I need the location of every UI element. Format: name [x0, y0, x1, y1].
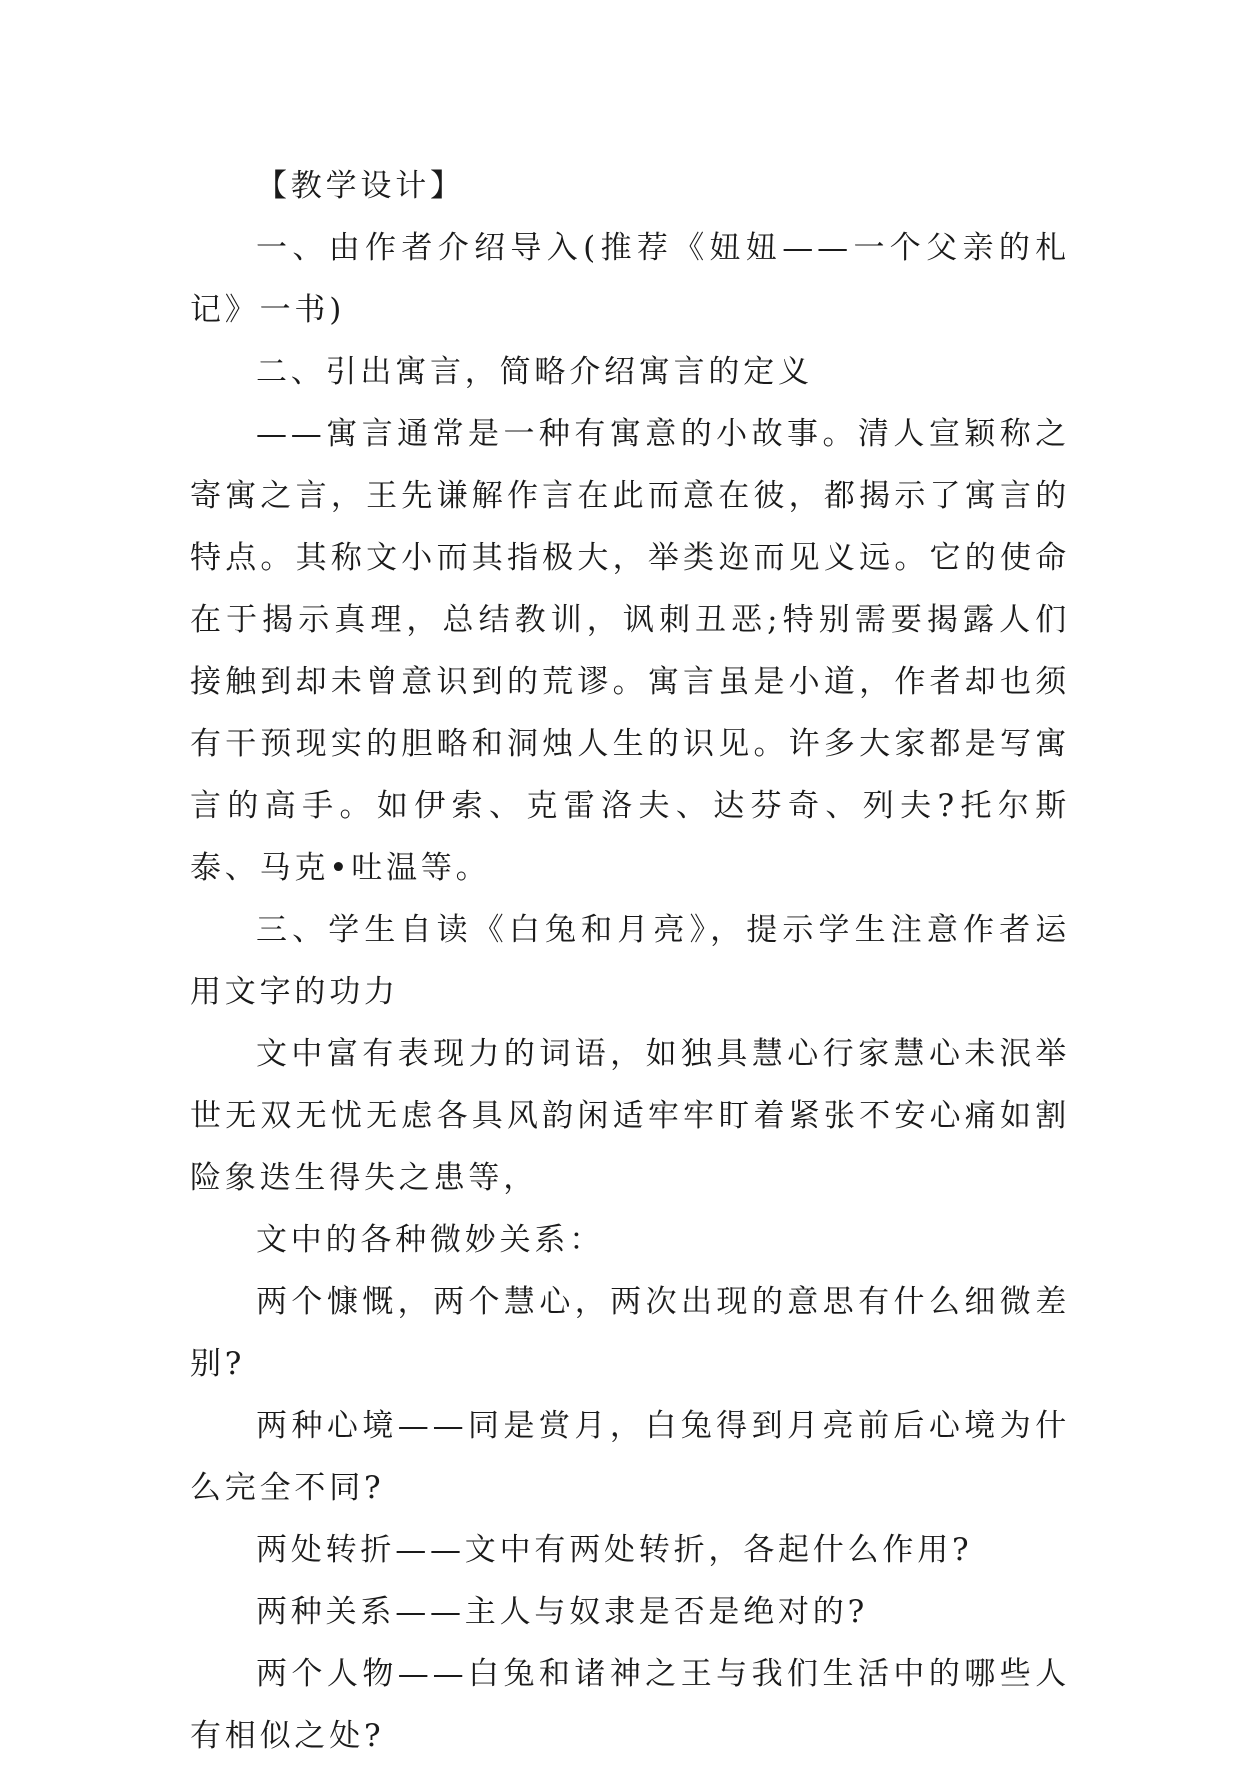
paragraph-question-turns: 两处转折——文中有两处转折，各起什么作用?: [256, 1532, 973, 1568]
paragraph-question-moods: 两种心境——同是赏月，白兔得到月亮前后心境为什么完全不同?: [190, 1408, 1070, 1506]
paragraph-fable-definition: ——寓言通常是一种有寓意的小故事。清人宣颖称之寄寓之言，王先谦解作言在此而意在彼，都揭示了寓言的特点。其称文小而其指极大，举类迩而见义远。它的使命在于揭示真理，总结教训，讽刺丑恶;特别需要揭露人们接触到却未曾意识到的荒谬。寓言虽是小道，作者却也须有干预现实的胆略和洞烛人生的识见。许多大家都是写寓言的高手。如伊索、克雷洛夫、达芬奇、列夫?托尔斯泰、马克•吐温等。: [190, 416, 1070, 886]
paragraph-intro-author: 一、由作者介绍导入(推荐《妞妞——一个父亲的札记》一书): [190, 230, 1070, 328]
paragraph-fable-definition-heading: 二、引出寓言，简略介绍寓言的定义: [256, 354, 813, 390]
paragraph-question-characters: 两个人物——白兔和诸神之王与我们生活中的哪些人有相似之处?: [190, 1656, 1070, 1754]
paragraph-relations-heading: 文中的各种微妙关系：: [256, 1222, 604, 1258]
paragraph-self-reading: 三、学生自读《白兔和月亮》，提示学生注意作者运用文字的功力: [190, 912, 1070, 1010]
paragraph-question-generosity: 两个慷慨，两个慧心，两次出现的意思有什么细微差别?: [190, 1284, 1070, 1382]
document-body: [190, 155, 1070, 1767]
paragraph-question-relationship: 两种关系——主人与奴隶是否是绝对的?: [256, 1594, 869, 1630]
paragraph-expressive-words: 文中富有表现力的词语，如独具慧心行家慧心未泯举世无双无忧无虑各具风韵闲适牢牢盯着紧张不安心痛如割险象迭生得失之患等，: [190, 1036, 1070, 1196]
section-heading: 【教学设计】: [256, 168, 465, 204]
